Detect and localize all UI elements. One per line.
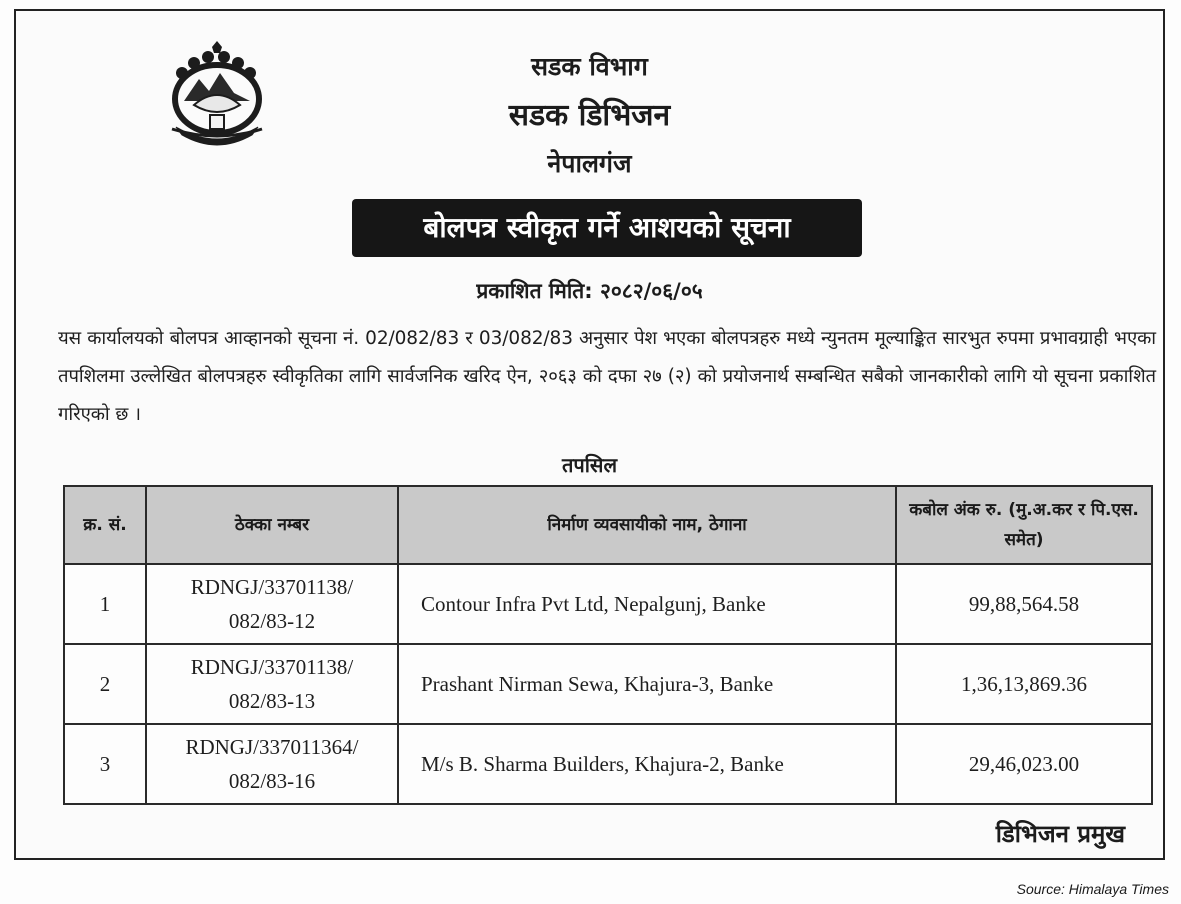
contract-number-line-2: 082/83-16 bbox=[228, 769, 316, 793]
notice-frame bbox=[14, 9, 1165, 860]
table-header-row bbox=[64, 486, 1152, 564]
row-contractor: Contour Infra Pvt Ltd, Nepalgunj, Banke bbox=[398, 564, 896, 644]
department-name: सडक विभाग bbox=[531, 52, 648, 81]
header-contract-number: ठेक्का नम्बर bbox=[146, 486, 398, 564]
notice-title: बोलपत्र स्वीकृत गर्ने आशयको सूचना bbox=[352, 199, 862, 257]
contract-number-line-1: RDNGJ/33701138/ bbox=[190, 655, 354, 679]
contract-number-line-2: 082/83-13 bbox=[228, 689, 316, 713]
row-contractor: M/s B. Sharma Builders, Khajura-2, Banke bbox=[398, 724, 896, 804]
row-amount: 1,36,13,869.36 bbox=[896, 644, 1152, 724]
table-row bbox=[64, 644, 1152, 724]
location-name: नेपालगंज bbox=[547, 149, 632, 178]
table-row bbox=[64, 724, 1152, 804]
contract-number-line-1: RDNGJ/33701138/ bbox=[190, 575, 354, 599]
division-name: सडक डिभिजन bbox=[508, 98, 671, 133]
bid-table bbox=[63, 485, 1153, 805]
signature-division-chief: डिभिजन प्रमुख bbox=[995, 820, 1125, 848]
contract-number-line-2: 082/83-12 bbox=[228, 609, 316, 633]
contract-number-line-1: RDNGJ/337011364/ bbox=[185, 735, 359, 759]
row-contract-number bbox=[146, 564, 398, 644]
row-amount: 29,46,023.00 bbox=[896, 724, 1152, 804]
notice-body: यस कार्यालयको बोलपत्र आव्हानको सूचना नं. 02/082/83 र 03/082/83 अनुसार पेश भएका बोलपत्रहरु मध्ये न्युनतम मूल्याङ्कित सारभुत रुपमा प्रभावग्राही भएका तपशिलमा उल्लेखित बोलपत्रहरु स्वीकृतिका लागि सार्वजनिक खरिद ऐन, २०६३ को दफा २७ (२) को प्रयोजनार्थ सम्बन्धित सबैको जानकारीको लागि यो सूचना प्रकाशित गरिएको छ । bbox=[58, 328, 1156, 425]
table-row bbox=[64, 564, 1152, 644]
source-credit: Source: Himalaya Times bbox=[1016, 881, 1169, 897]
header-serial: क्र. सं. bbox=[64, 486, 146, 564]
row-serial: 2 bbox=[64, 644, 146, 724]
row-serial: 1 bbox=[64, 564, 146, 644]
header-amount: कबोल अंक रु. (मु.अ.कर र पि.एस. समेत) bbox=[896, 486, 1152, 564]
header-contractor: निर्माण व्यवसायीको नाम, ठेगाना bbox=[398, 486, 896, 564]
published-date: प्रकाशित मिति: २०८२/०६/०५ bbox=[476, 279, 703, 303]
row-contractor: Prashant Nirman Sewa, Khajura-3, Banke bbox=[398, 644, 896, 724]
row-serial: 3 bbox=[64, 724, 146, 804]
schedule-label: तपसिल bbox=[561, 453, 618, 477]
row-contract-number bbox=[146, 644, 398, 724]
row-contract-number bbox=[146, 724, 398, 804]
row-amount: 99,88,564.58 bbox=[896, 564, 1152, 644]
